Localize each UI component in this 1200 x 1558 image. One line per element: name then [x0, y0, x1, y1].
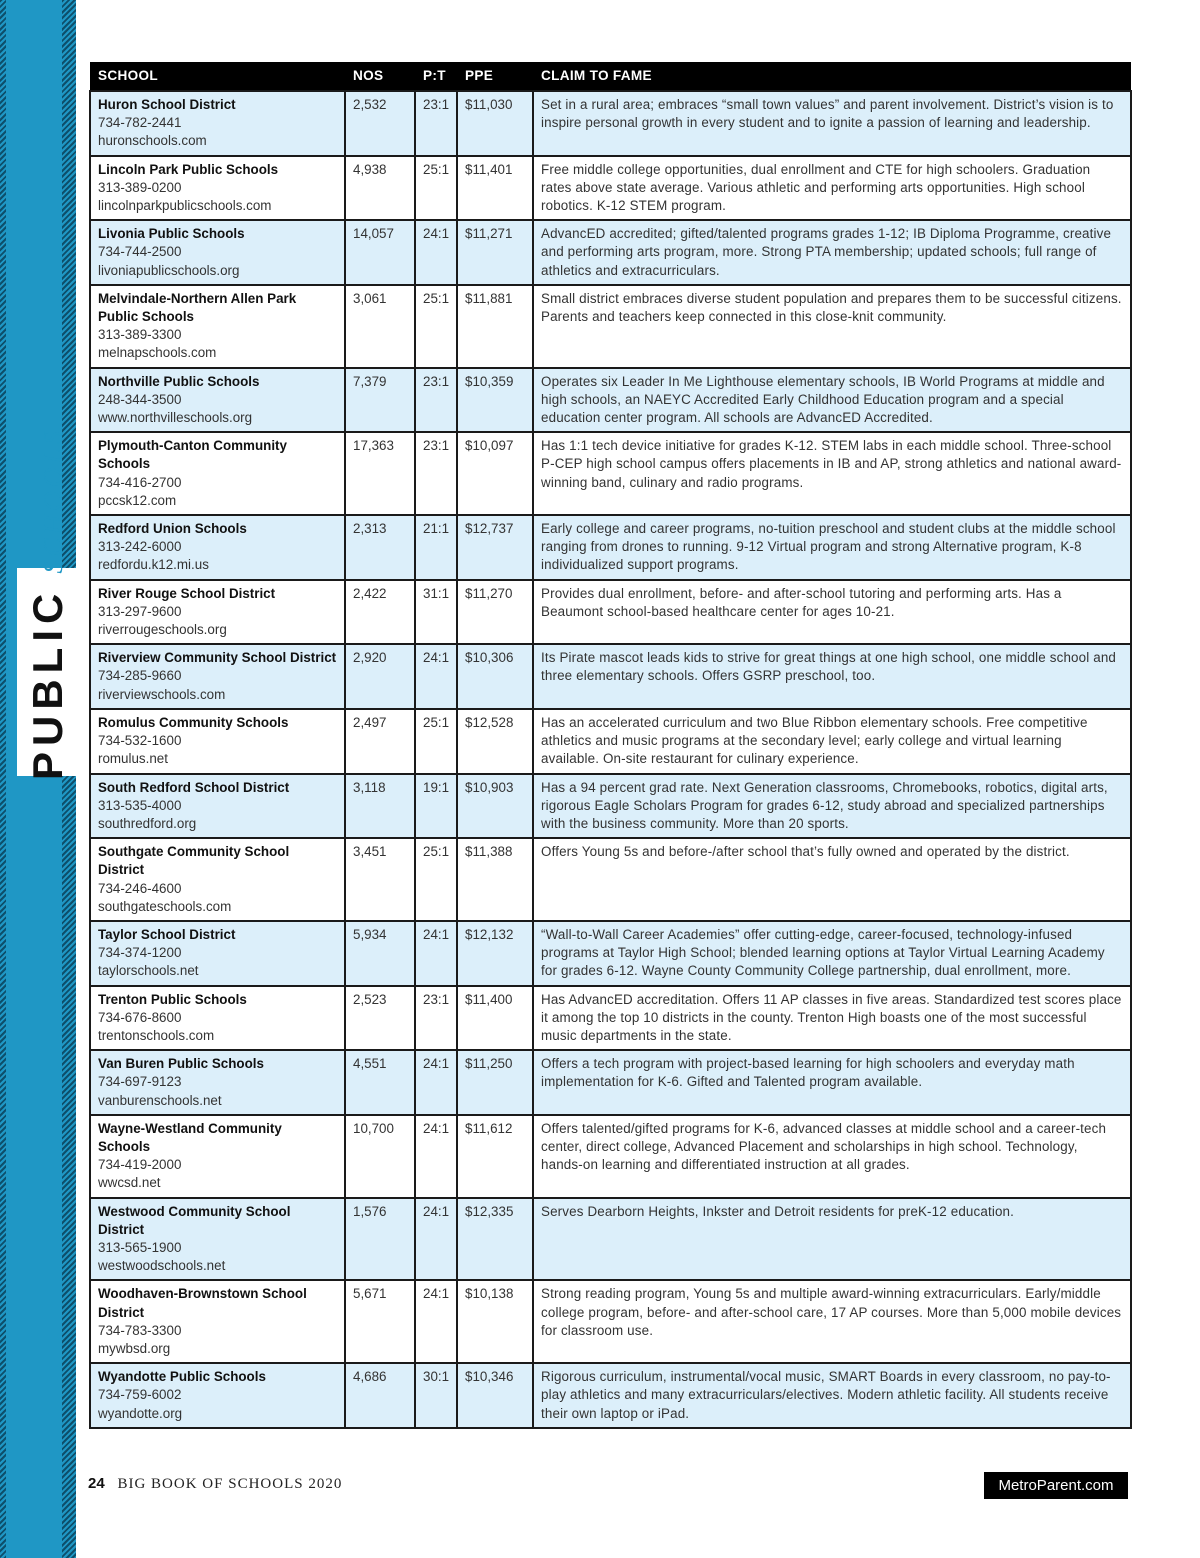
school-phone: 734-782-2441: [98, 115, 182, 131]
pt-cell: 23:1: [415, 91, 457, 156]
nos-cell: 3,118: [345, 774, 415, 839]
pt-cell: 24:1: [415, 1050, 457, 1115]
pt-cell: 23:1: [415, 432, 457, 515]
claim-cell: Offers Young 5s and before-/after school that’s fully owned and operated by the district.: [533, 838, 1131, 921]
school-cell: [90, 432, 345, 515]
ppe-cell: $11,271: [457, 220, 533, 285]
school-name: Northville Public Schools: [98, 373, 260, 389]
claim-cell: Provides dual enrollment, before- and after-school tutoring and performing arts. Has a Beaumont school-based healthcare center for ages 10-21.: [533, 580, 1131, 645]
ppe-cell: $11,881: [457, 285, 533, 368]
pt-cell: 24:1: [415, 1198, 457, 1281]
header-school: SCHOOL: [90, 62, 345, 91]
school-website[interactable]: wyandotte.org: [98, 1405, 183, 1421]
claim-cell: “Wall-to-Wall Career Academies” offer cutting-edge, career-focused, technology-infused programs at Taylor High School; blended learning options at Taylor Virtual Learning Academy for grades 6-12. Wayne County Community College partnership, dual enrollment, more.: [533, 921, 1131, 986]
pt-cell: 23:1: [415, 368, 457, 433]
school-cell: [90, 921, 345, 986]
school-cell: [90, 1363, 345, 1428]
school-phone: 734-419-2000: [98, 1157, 182, 1173]
site-link[interactable]: MetroParent.com: [984, 1472, 1128, 1499]
table-row: [90, 709, 1131, 774]
table-row: [90, 580, 1131, 645]
ppe-cell: $12,132: [457, 921, 533, 986]
school-website[interactable]: mywbsd.org: [98, 1340, 171, 1356]
table-header-row: [90, 62, 1131, 91]
table-row: [90, 1050, 1131, 1115]
school-cell: [90, 368, 345, 433]
ppe-cell: $12,335: [457, 1198, 533, 1281]
school-cell: [90, 285, 345, 368]
header-claim: CLAIM TO FAME: [533, 62, 1131, 91]
school-cell: [90, 1050, 345, 1115]
schools-table: [89, 62, 1132, 1429]
school-phone: 313-535-4000: [98, 797, 182, 813]
header-pt: P:T: [415, 62, 457, 91]
school-phone: 313-242-6000: [98, 539, 182, 555]
school-phone: 313-389-0200: [98, 179, 182, 195]
school-phone: 734-532-1600: [98, 733, 182, 749]
school-cell: [90, 838, 345, 921]
ppe-cell: $12,528: [457, 709, 533, 774]
school-name: Woodhaven-Brownstown School District: [98, 1286, 307, 1320]
ppe-cell: $10,306: [457, 644, 533, 709]
publication-title: BIG BOOK OF SCHOOLS 2020: [117, 1476, 343, 1492]
pt-cell: 25:1: [415, 709, 457, 774]
claim-cell: Offers a tech program with project-based learning for high schoolers and everyday math implementation for K-6. Gifted and Talented program available.: [533, 1050, 1131, 1115]
nos-cell: 14,057: [345, 220, 415, 285]
claim-cell: Operates six Leader In Me Lighthouse elementary schools, IB World Programs at middle and high schools, an NAEYC Accredited Early Childhood Education program and a special education center program. All schools are AdvancED Accredited.: [533, 368, 1131, 433]
table-row: [90, 515, 1131, 580]
table-row: [90, 1198, 1131, 1281]
section-label-public: PUBLIC: [24, 587, 71, 780]
school-website[interactable]: vanburenschools.net: [98, 1092, 222, 1108]
table-row: [90, 1280, 1131, 1363]
school-phone: 734-697-9123: [98, 1074, 182, 1090]
claim-cell: Rigorous curriculum, instrumental/vocal music, SMART Boards in every classroom, no pay-to-play athletics and many extracurriculars/electives. Modern athletic facility. All students receive their own laptop or iPad.: [533, 1363, 1131, 1428]
school-cell: [90, 1115, 345, 1198]
school-website[interactable]: redfordu.k12.mi.us: [98, 557, 209, 573]
school-name: Wayne-Westland Community Schools: [98, 1120, 282, 1154]
school-website[interactable]: southgateschools.com: [98, 898, 232, 914]
ppe-cell: $10,097: [457, 432, 533, 515]
school-website[interactable]: southredford.org: [98, 815, 197, 831]
ppe-cell: $10,359: [457, 368, 533, 433]
school-website[interactable]: riverviewschools.com: [98, 686, 226, 702]
table-row: [90, 644, 1131, 709]
nos-cell: 3,451: [345, 838, 415, 921]
school-phone: 734-676-8600: [98, 1009, 182, 1025]
school-website[interactable]: trentonschools.com: [98, 1027, 215, 1043]
claim-cell: Has 1:1 tech device initiative for grades K-12. STEM labs in each middle school. Three-school P-CEP high school campus offers placements in IB and AP, strong athletics and national award-winning band, culinary and radio programs.: [533, 432, 1131, 515]
school-cell: [90, 644, 345, 709]
claim-cell: Offers talented/gifted programs for K-6, advanced classes at middle school and a career-tech center, direct college, Advanced Placement and scholarships in high school. Technology, hands-on learning and differentiated instruction at all grades.: [533, 1115, 1131, 1198]
table-row: [90, 838, 1131, 921]
school-name: Trenton Public Schools: [98, 991, 247, 1007]
school-cell: [90, 709, 345, 774]
school-phone: 313-297-9600: [98, 603, 182, 619]
school-phone: 248-344-3500: [98, 391, 182, 407]
nos-cell: 2,497: [345, 709, 415, 774]
school-name: Livonia Public Schools: [98, 226, 245, 242]
nos-cell: 5,671: [345, 1280, 415, 1363]
ppe-cell: $12,737: [457, 515, 533, 580]
table-row: [90, 285, 1131, 368]
pt-cell: 31:1: [415, 580, 457, 645]
ppe-cell: $11,270: [457, 580, 533, 645]
claim-cell: Free middle college opportunities, dual enrollment and CTE for high schoolers. Graduation rates above state average. Various athletic and performing arts opportunities. High school robotics. K-12 STEM program.: [533, 156, 1131, 221]
school-cell: [90, 156, 345, 221]
header-nos: NOS: [345, 62, 415, 91]
school-website[interactable]: romulus.net: [98, 751, 168, 767]
school-name: Plymouth-Canton Community Schools: [98, 438, 287, 472]
school-cell: [90, 1198, 345, 1281]
pt-cell: 21:1: [415, 515, 457, 580]
table-row: [90, 921, 1131, 986]
school-name: Huron School District: [98, 97, 236, 112]
claim-cell: Serves Dearborn Heights, Inkster and Detroit residents for preK-12 education.: [533, 1198, 1131, 1281]
pt-cell: 24:1: [415, 1280, 457, 1363]
school-name: Redford Union Schools: [98, 521, 247, 537]
pt-cell: 19:1: [415, 774, 457, 839]
school-phone: 734-285-9660: [98, 668, 182, 684]
table-row: [90, 368, 1131, 433]
school-cell: [90, 220, 345, 285]
nos-cell: 2,920: [345, 644, 415, 709]
pt-cell: 24:1: [415, 921, 457, 986]
school-phone: 313-389-3300: [98, 327, 182, 343]
nos-cell: 1,576: [345, 1198, 415, 1281]
table-row: [90, 774, 1131, 839]
school-website[interactable]: wwcsd.net: [98, 1175, 161, 1191]
footer-publication: [88, 1474, 342, 1493]
claim-cell: Early college and career programs, no-tuition preschool and student clubs at the middle school ranging from drones to running. 9-12 Virtual program and strong Alternative program, K-8 individualized support programs.: [533, 515, 1131, 580]
ppe-cell: $11,030: [457, 91, 533, 156]
claim-cell: Strong reading program, Young 5s and multiple award-winning extracurriculars. Early/middle college program, before- and after-school care, 17 AP courses. More than 5,000 mobile devices for classroom use.: [533, 1280, 1131, 1363]
ppe-cell: $10,903: [457, 774, 533, 839]
school-cell: [90, 515, 345, 580]
school-name: Van Buren Public Schools: [98, 1056, 264, 1072]
ppe-cell: $11,400: [457, 986, 533, 1051]
ppe-cell: $11,388: [457, 838, 533, 921]
hatch-pattern-left: [0, 0, 6, 1558]
claim-cell: Has a 94 percent grad rate. Next Generation classrooms, Chromebooks, robotics, digital arts, rigorous Eagle Scholars Program for grades 6-12, study abroad and specialized partnerships with the business community. More than 20 sports.: [533, 774, 1131, 839]
school-name: Southgate Community School District: [98, 844, 290, 878]
nos-cell: 2,532: [345, 91, 415, 156]
claim-cell: AdvancED accredited; gifted/talented programs grades 1-12; IB Diploma Programme, creative and performing arts program, more. Strong PTA membership; updated schools; full range of athletics and extracurriculars.: [533, 220, 1131, 285]
page-number: 24: [88, 1475, 105, 1492]
table-row: [90, 432, 1131, 515]
school-website[interactable]: melnapschools.com: [98, 345, 217, 361]
table-row: [90, 986, 1131, 1051]
ppe-cell: $10,138: [457, 1280, 533, 1363]
claim-cell: Small district embraces diverse student population and prepares them to be successful citizens. Parents and teachers keep connected in this close-knit community.: [533, 285, 1131, 368]
claim-cell: Set in a rural area; embraces “small town values” and parent involvement. District’s vision is to inspire personal growth in every student and to ignite a passion of learning and leadership.: [533, 91, 1131, 156]
school-phone: 734-759-6002: [98, 1387, 182, 1403]
pt-cell: 24:1: [415, 644, 457, 709]
school-website[interactable]: lincolnparkpublicschools.com: [98, 198, 272, 214]
school-name: Melvindale-Northern Allen Park Public Schools: [98, 290, 297, 325]
pt-cell: 30:1: [415, 1363, 457, 1428]
nos-cell: 4,938: [345, 156, 415, 221]
claim-cell: Has an accelerated curriculum and two Blue Ribbon elementary schools. Free competitive athletics and music programs at the secondary level; early college and virtual learning available. On-site restaurant for culinary experience.: [533, 709, 1131, 774]
nos-cell: 4,551: [345, 1050, 415, 1115]
school-name: Lincoln Park Public Schools: [98, 161, 279, 177]
nos-cell: 2,523: [345, 986, 415, 1051]
school-name: Wyandotte Public Schools: [98, 1369, 266, 1385]
school-cell: [90, 91, 345, 156]
table-row: [90, 156, 1131, 221]
pt-cell: 25:1: [415, 285, 457, 368]
nos-cell: 3,061: [345, 285, 415, 368]
school-phone: 734-416-2700: [98, 474, 182, 490]
school-phone: 734-744-2500: [98, 244, 182, 260]
header-ppe: PPE: [457, 62, 533, 91]
school-website[interactable]: taylorschools.net: [98, 963, 199, 979]
nos-cell: 7,379: [345, 368, 415, 433]
section-label: [24, 427, 72, 780]
claim-cell: Has AdvancED accreditation. Offers 11 AP classes in five areas. Standardized test scores place it among the top 10 districts in the county. Trenton High boasts one of the most successful music departments in the state.: [533, 986, 1131, 1051]
school-name: Westwood Community School District: [98, 1203, 291, 1237]
ppe-cell: $11,612: [457, 1115, 533, 1198]
table-body: [90, 91, 1131, 1428]
school-website[interactable]: huronschools.com: [98, 133, 207, 149]
pt-cell: 24:1: [415, 220, 457, 285]
school-name: Romulus Community Schools: [98, 714, 289, 730]
table-row: [90, 1115, 1131, 1198]
school-website[interactable]: riverrougeschools.org: [98, 622, 227, 638]
school-phone: 734-374-1200: [98, 945, 182, 961]
nos-cell: 10,700: [345, 1115, 415, 1198]
school-name: South Redford School District: [98, 779, 290, 795]
ppe-cell: $10,346: [457, 1363, 533, 1428]
nos-cell: 2,422: [345, 580, 415, 645]
school-website[interactable]: westwoodschools.net: [98, 1258, 226, 1274]
ppe-cell: $11,401: [457, 156, 533, 221]
pt-cell: 23:1: [415, 986, 457, 1051]
school-name: River Rouge School District: [98, 585, 276, 601]
school-cell: [90, 1280, 345, 1363]
pt-cell: 24:1: [415, 1115, 457, 1198]
table-row: [90, 220, 1131, 285]
nos-cell: 17,363: [345, 432, 415, 515]
school-cell: [90, 774, 345, 839]
school-cell: [90, 580, 345, 645]
nos-cell: 2,313: [345, 515, 415, 580]
school-name: Riverview Community School District: [98, 650, 337, 666]
nos-cell: 4,686: [345, 1363, 415, 1428]
school-cell: [90, 986, 345, 1051]
school-name: Taylor School District: [98, 926, 236, 942]
school-website[interactable]: www.northvilleschools.org: [98, 410, 253, 426]
table-row: [90, 1363, 1131, 1428]
school-website[interactable]: pccsk12.com: [98, 492, 177, 508]
school-phone: 734-783-3300: [98, 1322, 182, 1338]
pt-cell: 25:1: [415, 156, 457, 221]
nos-cell: 5,934: [345, 921, 415, 986]
school-phone: 313-565-1900: [98, 1239, 182, 1255]
school-phone: 734-246-4600: [98, 880, 182, 896]
section-label-schools: SCHOOLS: [38, 427, 68, 574]
school-website[interactable]: livoniapublicschools.org: [98, 262, 240, 278]
table-row: [90, 91, 1131, 156]
claim-cell: Its Pirate mascot leads kids to strive for great things at one high school, one middle school and three elementary schools. Offers GSRP preschool, too.: [533, 644, 1131, 709]
pt-cell: 25:1: [415, 838, 457, 921]
ppe-cell: $11,250: [457, 1050, 533, 1115]
